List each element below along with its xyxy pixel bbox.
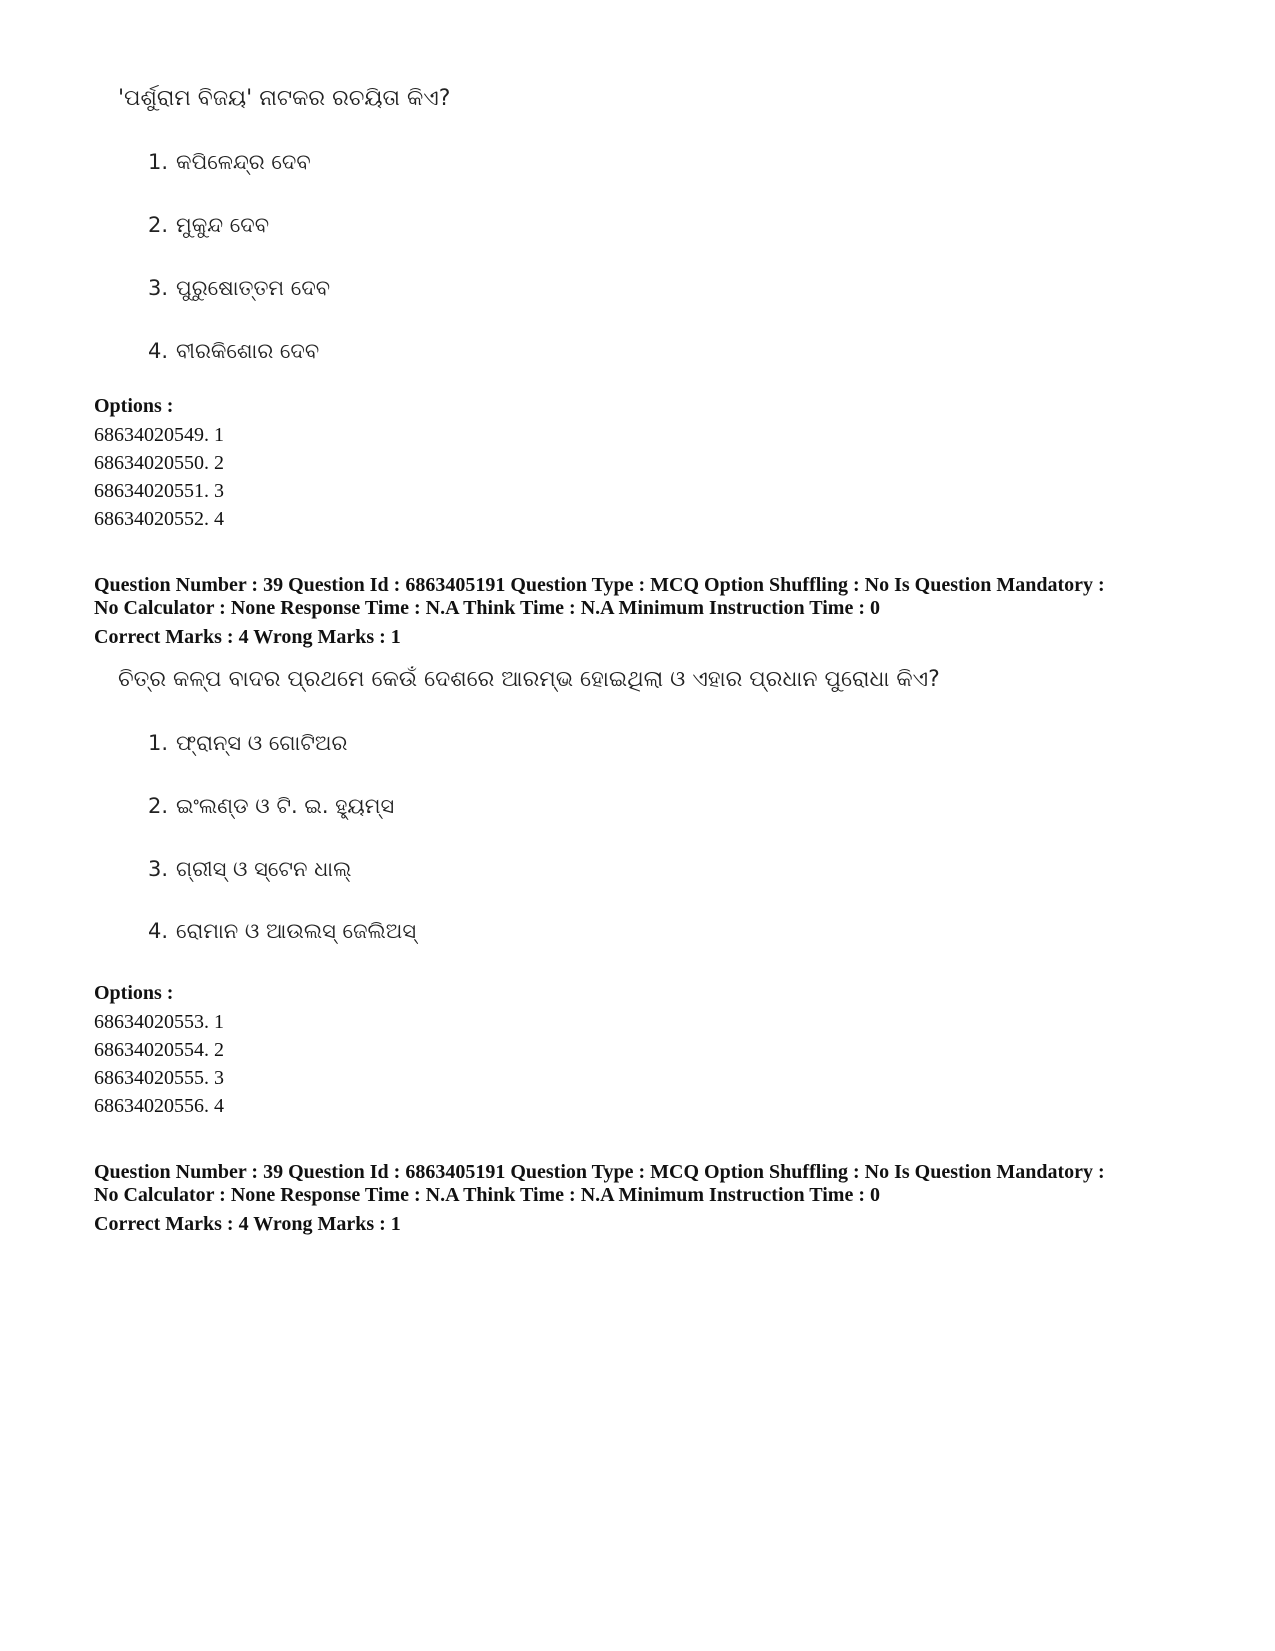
choice-text: ଫ୍ରାନ୍ସ ଓ ଗୋଟିଅର	[176, 731, 348, 755]
option-id-line: 68634020554. 2	[94, 1039, 224, 1061]
option-id-line: 68634020553. 1	[94, 1011, 224, 1033]
question-meta-line: Question Number : 39 Question Id : 6863405191 Question Type : MCQ Option Shuffling : No Is Question Mandatory :	[94, 574, 1105, 596]
choice-item	[148, 213, 269, 238]
choice-number: 2.	[148, 213, 169, 237]
option-id-line: 68634020552. 4	[94, 508, 224, 530]
choice-number: 1.	[148, 150, 169, 174]
options-label: Options :	[94, 982, 174, 1004]
question-meta-line: Question Number : 39 Question Id : 6863405191 Question Type : MCQ Option Shuffling : No Is Question Mandatory :	[94, 1161, 1105, 1183]
choice-number: 3.	[148, 857, 169, 881]
choice-number: 4.	[148, 919, 169, 943]
choice-item	[148, 339, 319, 364]
question-text: 'ପର୍ଶୁରାମ ବିଜୟ' ନାଟକର ରଚୟିତା କିଏ?	[118, 86, 451, 111]
choice-text: ଇଂଲଣ୍ଡ ଓ ଟି. ଇ. ହ୍ୟୁମ୍ସ	[176, 794, 395, 818]
choice-number: 1.	[148, 731, 169, 755]
options-label: Options :	[94, 395, 174, 417]
choice-text: ପୁରୁଷୋତ୍ତମ ଦେବ	[176, 276, 331, 300]
choice-item	[148, 731, 347, 756]
choice-text: ଗ୍ରୀସ୍ ଓ ସ୍ଟେନ ଧାଲ୍	[176, 857, 352, 881]
question-meta-line: No Calculator : None Response Time : N.A Think Time : N.A Minimum Instruction Time : 0	[94, 1184, 880, 1206]
question-meta-line: No Calculator : None Response Time : N.A Think Time : N.A Minimum Instruction Time : 0	[94, 597, 880, 619]
marks-line: Correct Marks : 4 Wrong Marks : 1	[94, 1213, 401, 1235]
choice-number: 3.	[148, 276, 169, 300]
option-id-line: 68634020551. 3	[94, 480, 224, 502]
choice-text: ରୋମାନ ଓ ଆଉଲସ୍ ଜେଲିଅସ୍	[176, 919, 417, 943]
option-id-line: 68634020555. 3	[94, 1067, 224, 1089]
choice-item	[148, 857, 351, 882]
option-id-line: 68634020549. 1	[94, 424, 224, 446]
choice-text: କପିଳେନ୍ଦ୍ର ଦେବ	[176, 150, 311, 174]
choice-text: ବୀରକିଶୋର ଦେବ	[176, 339, 320, 363]
option-id-line: 68634020556. 4	[94, 1095, 224, 1117]
choice-number: 2.	[148, 794, 169, 818]
choice-item	[148, 276, 330, 301]
choice-text: ମୁକୁନ୍ଦ ଦେବ	[176, 213, 270, 237]
option-id-line: 68634020550. 2	[94, 452, 224, 474]
choice-item	[148, 150, 311, 175]
choice-item	[148, 794, 394, 819]
choice-item	[148, 919, 416, 944]
marks-line: Correct Marks : 4 Wrong Marks : 1	[94, 626, 401, 648]
question-text: ଚିତ୍ର କଳ୍ପ ବାଦର ପ୍ରଥମେ କେଉଁ ଦେଶରେ ଆରମ୍ଭ ହୋଇଥିଲା ଓ ଏହାର ପ୍ରଧାନ ପୁରୋଧା କିଏ?	[118, 667, 940, 692]
choice-number: 4.	[148, 339, 169, 363]
